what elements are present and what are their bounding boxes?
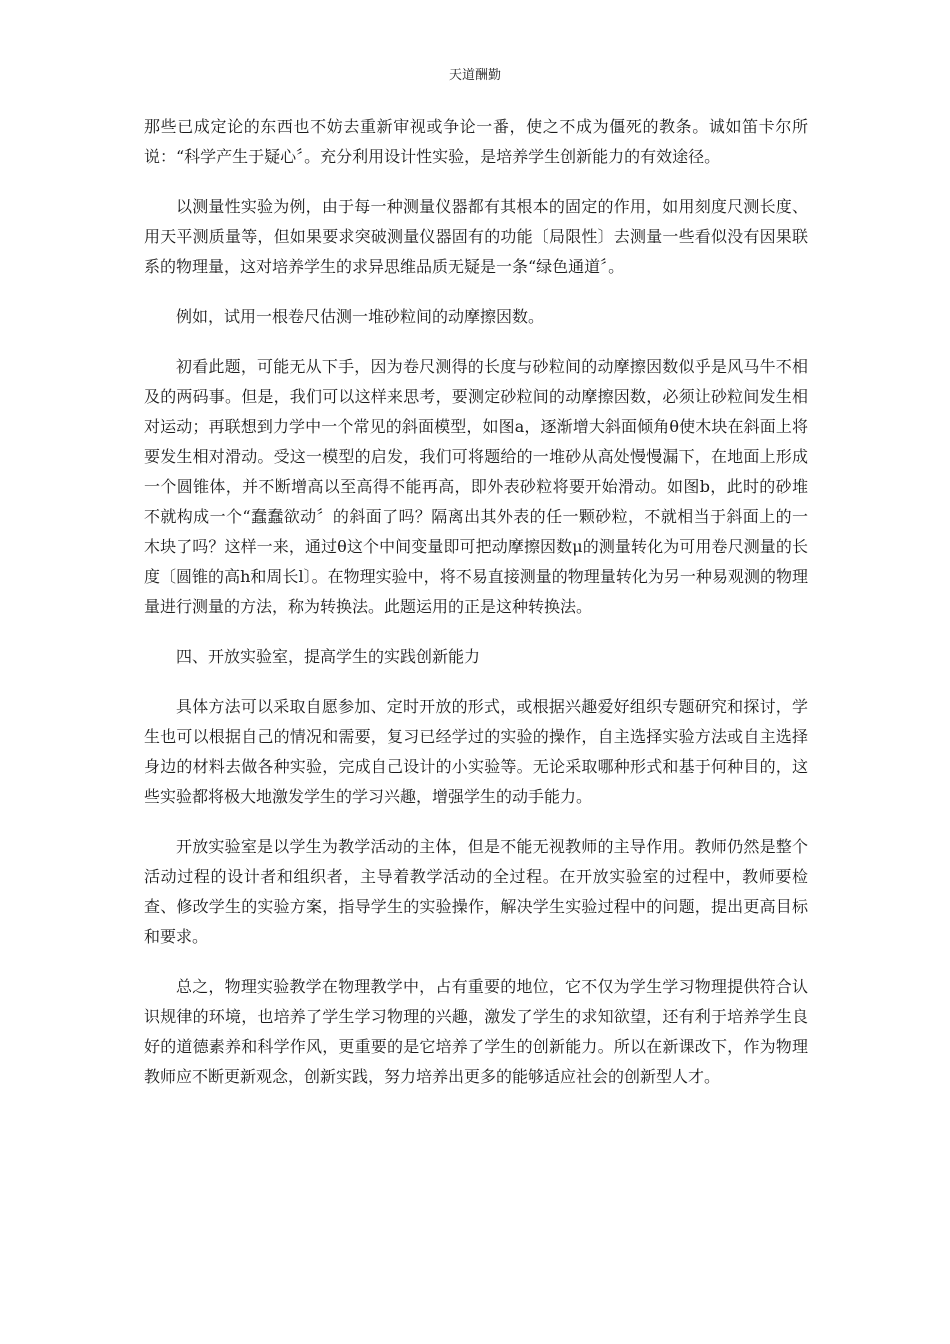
paragraph-teacher-role: 开放实验室是以学生为教学活动的主体，但是不能无视教师的主导作用。教师仍然是整个活动过程的设计者和组织者，主导着教学活动的全过程。在开放实验室的过程中，教师要检查、修改学生的实验方案，指导学生的实验操作，解决学生实验过程中的问题，提出更高目标和要求。	[144, 837, 808, 946]
paragraph-conclusion: 总之，物理实验教学在物理教学中，占有重要的地位，它不仅为学生学习物理提供符合认识规律的环境，也培养了学生学习物理的兴趣，激发了学生的求知欲望，还有利于培养学生良好的道德素养和科学作风，更重要的是它培养了学生的创新能力。所以在新课改下，作为物理教师应不断更新观念，创新实践，努力培养出更多的能够适应社会的创新型人才。	[144, 977, 808, 1086]
paragraph-continuation: 那些已成定论的东西也不妨去重新审视或争论一番，使之不成为僵死的教条。诚如笛卡尔所说：“科学产生于疑心〞。充分利用设计性实验，是培养学生创新能力的有效途径。	[144, 117, 808, 166]
paragraph-measurement-experiment: 以测量性实验为例，由于每一种测量仪器都有其根本的固定的作用，如用刻度尺测长度、用天平测质量等，但如果要求突破测量仪器固有的功能〔局限性〕去测量一些看似没有因果联系的物理量，这对培养学生的求异思维品质无疑是一条“绿色通道〞。	[144, 197, 808, 276]
section-heading: 四、开放实验室，提高学生的实践创新能力	[176, 647, 481, 666]
paragraph-analysis: 初看此题，可能无从下手，因为卷尺测得的长度与砂粒间的动摩擦因数似乎是风马牛不相及的两码事。但是，我们可以这样来思考，要测定砂粒间的动摩擦因数，必须让砂粒间发生相对运动；再联想到力学中一个常见的斜面模型，如图a，逐渐增大斜面倾角θ使木块在斜面上将要发生相对滑动。受这一模型的启发，我们可将题给的一堆砂从高处慢慢漏下，在地面上形成一个圆锥体，并不断增高以至高得不能再高，即外表砂粒将要开始滑动。如图b，此时的砂堆不就构成一个“蠢蠢欲动〞的斜面了吗？隔离出其外表的任一颗砂粒，不就相当于斜面上的一木块了吗？这样一来，通过θ这个中间变量即可把动摩擦因数μ的测量转化为可用卷尺测量的长度〔圆锥的高h和周长l〕。在物理实验中，将不易直接测量的物理量转化为另一种易观测的物理量进行测量的方法，称为转换法。此题运用的正是这种转换法。	[144, 357, 808, 616]
page-header: 天道酬勤	[448, 68, 501, 83]
paragraph-example: 例如，试用一根卷尺估测一堆砂粒间的动摩擦因数。	[176, 307, 545, 326]
document-body	[144, 112, 808, 1112]
paragraph-methods: 具体方法可以采取自愿参加、定时开放的形式，或根据兴趣爱好组织专题研究和探讨，学生也可以根据自己的情况和需要，复习已经学过的实验的操作，自主选择实验方法或自主选择身边的材料去做各种实验，完成自己设计的小实验等。无论采取哪种形式和基于何种目的，这些实验都将极大地激发学生的学习兴趣，增强学生的动手能力。	[144, 697, 808, 806]
